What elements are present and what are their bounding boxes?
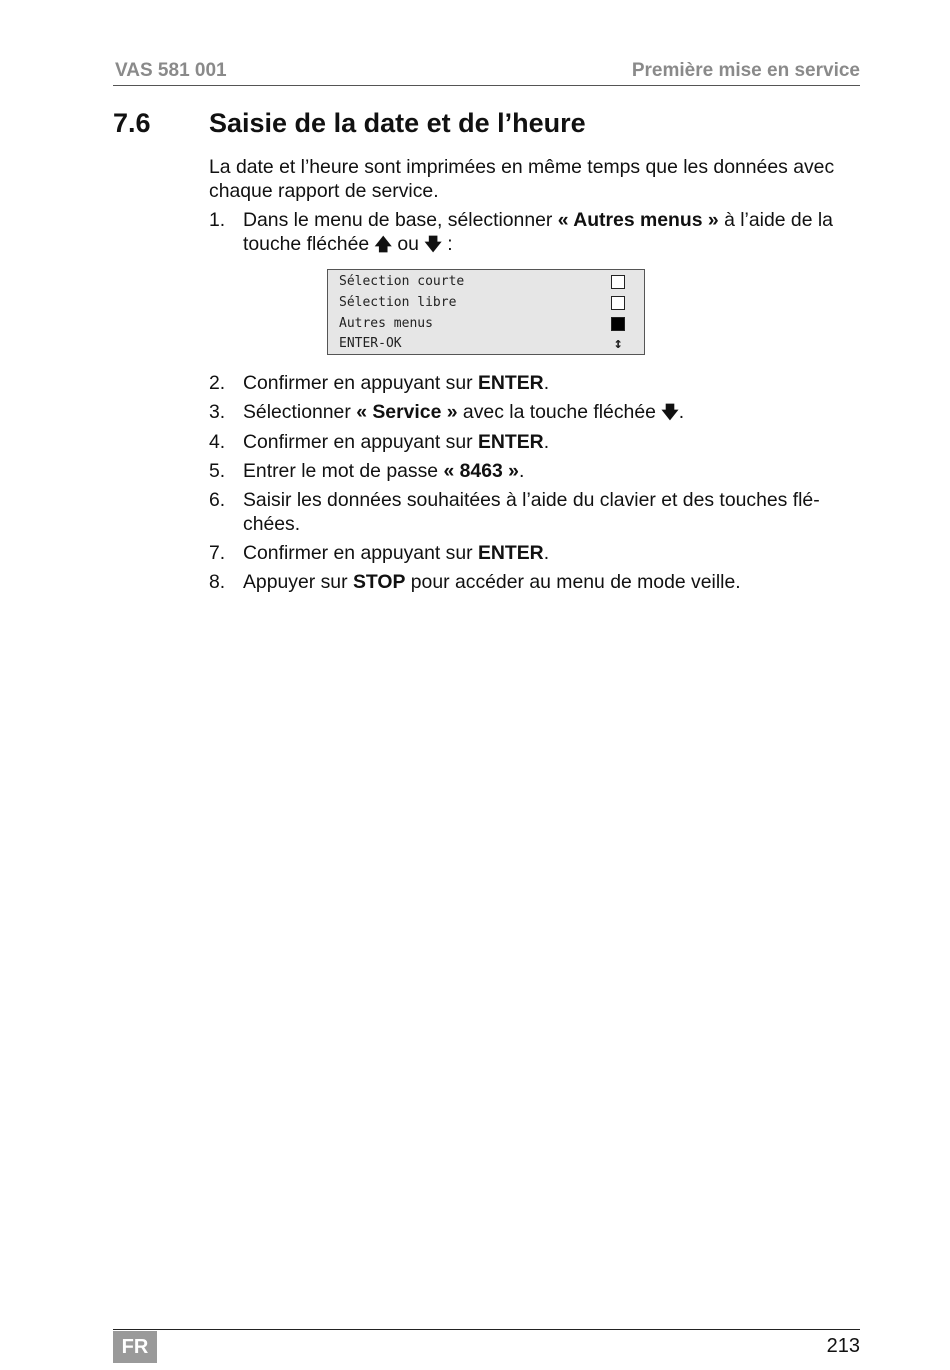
step-item (209, 208, 861, 257)
step-text: Appuyer sur (243, 571, 353, 593)
device-display-screen (327, 269, 645, 355)
step-item (209, 371, 861, 395)
intro-paragraph: La date et l’heure sont imprimées en même temps que les données avec chaque rapport de service. (209, 156, 835, 202)
checkbox-empty-icon (611, 275, 625, 289)
section-number: 7.6 (113, 108, 151, 138)
step-number: 2. (209, 372, 226, 394)
step-text: Confirmer en appuyant sur (243, 372, 478, 394)
step-text: Confirmer en appuyant sur (243, 431, 478, 453)
footer-divider (113, 1329, 860, 1330)
step-number: 4. (209, 431, 226, 453)
step-item (209, 541, 861, 565)
step-emphasis: « Autres menus » (557, 209, 719, 231)
display-row-label: Autres menus (339, 316, 433, 331)
step-text: pour accéder au menu de mode veille. (405, 571, 741, 593)
step-text: Saisir les données souhaitées à l’aide du clavier et des touches flé-chées. (243, 489, 820, 535)
step-number: 3. (209, 401, 226, 423)
instruction-steps (209, 208, 861, 257)
step-text: : (441, 233, 453, 255)
arrow-down-icon: 🡇 (661, 403, 679, 422)
step-emphasis: ENTER (477, 542, 544, 564)
step-emphasis: STOP (352, 571, 406, 593)
step-text: Sélectionner (243, 401, 357, 423)
display-row (339, 292, 635, 313)
language-badge: FR (113, 1331, 157, 1363)
step-number: 5. (209, 460, 226, 482)
step-item (209, 400, 861, 425)
checkbox-empty-icon (611, 296, 625, 310)
step-text: ou (392, 233, 425, 255)
display-row (339, 333, 635, 354)
step-text: Dans le menu de base, sélectionner (243, 209, 558, 231)
display-row (339, 313, 635, 334)
step-text: Entrer le mot de passe (243, 460, 444, 482)
step-text: . (543, 431, 550, 453)
display-row (339, 271, 635, 292)
step-emphasis: ENTER (477, 431, 544, 453)
step-emphasis: « 8463 » (443, 460, 519, 482)
step-item (209, 430, 861, 454)
step-number: 7. (209, 542, 226, 564)
step-number: 6. (209, 489, 226, 511)
page-number: 213 (826, 1335, 860, 1357)
display-row-label: Sélection libre (339, 295, 457, 310)
step-emphasis: ENTER (477, 372, 544, 394)
step-item (209, 488, 861, 536)
step-text: . (518, 460, 525, 482)
instruction-steps (209, 371, 861, 594)
step-item (209, 570, 861, 594)
step-item (209, 459, 861, 483)
step-emphasis: « Service » (356, 401, 458, 423)
step-text: à l’aide de la touche fléchée (243, 209, 833, 255)
display-row-label: ENTER-OK (339, 336, 402, 351)
section-title: Saisie de la date et de l’heure (209, 108, 586, 138)
up-down-arrow-icon: ↕ (613, 334, 623, 352)
checkbox-filled-icon (611, 317, 625, 331)
step-text: . (678, 401, 685, 423)
section-body (209, 155, 861, 599)
step-text: Confirmer en appuyant sur (243, 542, 478, 564)
header-chapter-title: Première mise en service (631, 60, 860, 81)
step-text: avec la touche fléchée (457, 401, 662, 423)
step-text: . (543, 372, 550, 394)
display-row-label: Sélection courte (339, 274, 465, 289)
step-number: 8. (209, 571, 226, 593)
step-number: 1. (209, 209, 226, 231)
header-document-code: VAS 581 001 (115, 60, 227, 81)
step-text: . (543, 542, 550, 564)
header-divider (113, 85, 860, 86)
arrow-up-icon: 🡅 (374, 235, 393, 254)
arrow-down-icon: 🡇 (424, 235, 442, 254)
